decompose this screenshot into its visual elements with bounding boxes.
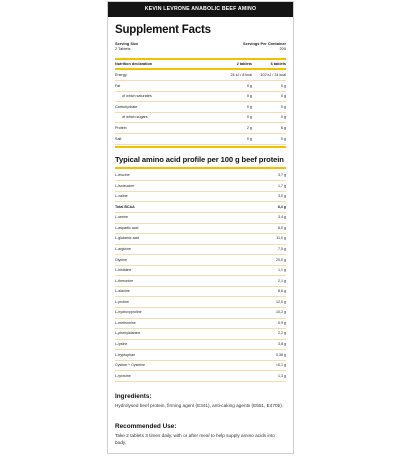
amino-acid-name: L-tryptophan — [115, 352, 136, 357]
amino-acid-name: L-glutamic acid — [115, 236, 140, 241]
amino-acid-amount: 1,1 g — [278, 268, 286, 273]
divider-rule — [115, 58, 286, 60]
nutrition-row-6-tablets: 0 g — [280, 115, 286, 120]
serving-size-block — [115, 41, 138, 51]
serving-info — [115, 41, 286, 51]
recommended-use-text: Take 2 tablets 3 times daily, with or after meal to help supply amino acids into body. — [115, 433, 275, 445]
product-title-bar: KEVIN LEVRONE ANABOLIC BEEF AMINO — [108, 2, 293, 17]
amino-acid-amount: 3,7 g — [278, 173, 286, 178]
nutrition-row-2-tablets: 0 g — [246, 94, 252, 99]
amino-acid-name: L-alanine — [115, 289, 130, 294]
amino-acid-name: L-aspartic acid — [115, 225, 139, 230]
amino-acid-amount: 1,3 g — [278, 373, 286, 378]
nutrition-row-2-tablets: 0 g — [246, 115, 252, 120]
recommended-use-heading: Recommended Use: — [115, 423, 177, 430]
nutrition-row-2-tablets: 0 g — [246, 104, 252, 109]
amino-profile-title: Typical amino acid profile per 100 g beef protein — [115, 155, 284, 164]
nutrition-row — [115, 102, 286, 113]
ingredients-text: Hydrolysed beef protein, firming agent (E341), anti-caking agents (E551, E470b). — [115, 403, 284, 408]
nutrition-row-label: Protein — [115, 126, 127, 130]
amino-acid-amount: 7,5 g — [278, 247, 286, 252]
nutrition-row — [115, 70, 286, 81]
nutrition-header-6-tablets: 6 tablets — [270, 62, 286, 66]
supplement-facts-title: Supplement Facts — [115, 24, 211, 36]
nutrition-row-label: of which sugars — [122, 115, 148, 120]
amino-acid-amount: 3,4 g — [278, 215, 286, 220]
amino-acid-name: L-phenylalanine — [115, 331, 141, 336]
nutrition-row-label: Salt — [115, 136, 122, 141]
nutrition-row — [115, 81, 286, 92]
amino-acid-name: L-methionine — [115, 320, 136, 325]
amino-acid-name: L-serine — [115, 215, 128, 220]
amino-acid-amount: 3,8 g — [278, 341, 286, 346]
nutrition-row-label: Fat — [115, 83, 121, 88]
nutrition-header-label: Nutrition declaration — [115, 62, 153, 66]
nutrition-row-label: Energy — [115, 73, 127, 77]
amino-acid-amount: 8,6 g — [278, 289, 286, 294]
amino-acid-amount: 20,0 g — [276, 257, 286, 262]
amino-acid-name: L-histidine — [115, 268, 132, 273]
nutrition-row-2-tablets: 0 g — [246, 83, 252, 88]
nutrition-row-label: of which saturates — [122, 94, 152, 99]
divider-rule — [115, 146, 286, 148]
nutrition-row-6-tablets: 0 g — [280, 83, 286, 88]
ingredients-heading: Ingredients: — [115, 393, 152, 400]
nutrition-row-6-tablets: 0 g — [280, 94, 286, 99]
nutrition-row-6-tablets: 6 g — [280, 126, 286, 130]
amino-acid-amount: 0,36 g — [276, 352, 286, 357]
servings-per-container-label: Servings Per Container — [242, 41, 286, 46]
amino-acid-name: L-hydroxyproline — [115, 310, 142, 315]
nutrition-row-6-tablets: 0 g — [280, 136, 286, 141]
servings-per-container-value: 200 — [279, 46, 286, 51]
amino-acid-name: L-threonine — [115, 278, 134, 283]
nutrition-row-2-tablets: 2 g — [246, 126, 252, 130]
supplement-facts-card — [107, 1, 294, 454]
serving-size-value: 2 Tablets — [115, 46, 131, 51]
nutrition-row-2-tablets: 0 g — [246, 136, 252, 141]
nutrition-header-row — [115, 61, 286, 67]
nutrition-row — [115, 134, 286, 145]
amino-acid-amount: 3,0 g — [278, 194, 286, 199]
amino-acid-amount: 0,9 g — [278, 320, 286, 325]
amino-acid-amount: 8,4 g — [277, 204, 286, 209]
nutrition-header-2-tablets: 2 tablets — [236, 62, 252, 66]
serving-size-label: Serving Size — [115, 41, 139, 46]
nutrition-row — [115, 123, 286, 134]
nutrition-row-label: Carbohydrate — [115, 104, 138, 109]
amino-acid-name: L-tyrosine — [115, 373, 131, 378]
amino-acid-amount: 2,1 g — [278, 278, 286, 283]
amino-acid-name: L-arginine — [115, 247, 131, 252]
amino-acid-amount: 2,2 g — [278, 331, 286, 336]
amino-acid-amount: <0,1 g — [275, 363, 286, 368]
amino-acid-amount: 11,0 g — [276, 236, 286, 241]
amino-acid-name: L-isoleucine — [115, 183, 135, 188]
divider-rule — [115, 167, 286, 169]
amino-acid-name: L-proline — [115, 299, 129, 304]
amino-acid-name: L-valine — [115, 194, 128, 199]
amino-acid-name: L-lysine — [115, 341, 128, 346]
amino-acid-name: L-leucine — [115, 173, 130, 178]
amino-acid-amount: 1,7 g — [278, 183, 286, 188]
amino-acid-row — [115, 370, 286, 381]
amino-acid-amount: 10,2 g — [276, 310, 286, 315]
nutrition-row-6-tablets: 102 kJ / 24 kcal — [260, 73, 286, 77]
amino-acid-name: Total BCAA — [115, 204, 135, 209]
amino-acid-amount: 12,0 g — [276, 299, 286, 304]
servings-per-container-block — [243, 41, 286, 51]
nutrition-row-6-tablets: 0 g — [280, 104, 286, 109]
amino-acid-name: Glycine — [115, 257, 127, 262]
nutrition-row-2-tablets: 24 kJ / 8 kcal — [230, 73, 252, 77]
amino-acid-amount: 6,0 g — [278, 225, 286, 230]
nutrition-row — [115, 112, 286, 123]
nutrition-row — [115, 91, 286, 102]
amino-acid-name: Cystine + Cysteine — [115, 363, 146, 368]
